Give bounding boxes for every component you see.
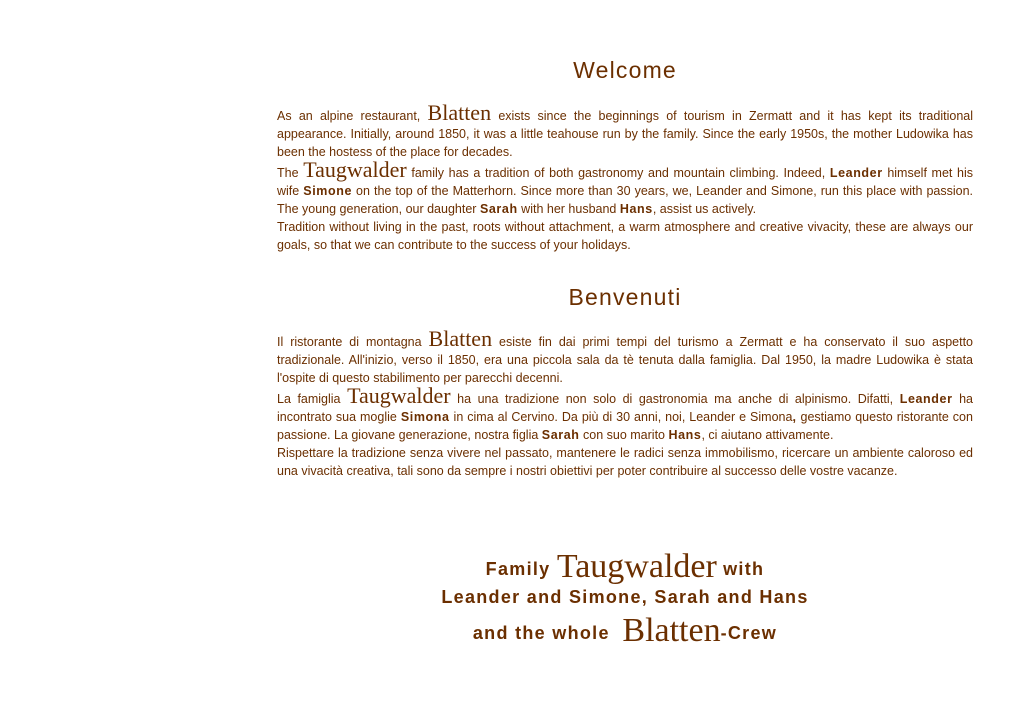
text-run: ,: [792, 410, 797, 424]
closing-line-3: [277, 608, 973, 654]
person-name: Sarah: [479, 202, 518, 216]
english-paragraph-3: Tradition without living in the past, roots without attachment, a warm atmosphere and creative vivacity, these are always our goals, so that we can contribute to the success of your holidays.: [277, 220, 973, 252]
text-run: with her husband: [521, 202, 617, 216]
welcome-heading: Welcome: [573, 57, 677, 83]
text-run: ha incontrato sua moglie: [277, 392, 973, 424]
person-name: Simone: [303, 184, 353, 198]
text-run: exists since the beginnings of tourism in Zermatt and it has kept its traditional appearance. Initially, around 1850, it was a little teahouse run by the family. Since the early 1950s, the mother Ludowika has been the hostess of the place for decades.: [277, 109, 973, 159]
closing-line-1: [277, 548, 973, 586]
text-run: Family: [485, 559, 551, 579]
person-name: Hans: [668, 428, 702, 442]
text-run: in cima al Cervino. Da più di 30 anni, noi, Leander e Simona: [453, 410, 793, 424]
text-run: gestiamo questo ristorante con passione. La giovane generazione, nostra figlia: [277, 410, 973, 442]
italian-paragraph-2: [277, 383, 973, 444]
restaurant-name: Blatten: [622, 612, 721, 649]
italian-intro-text: [277, 326, 973, 480]
person-name: Simona: [400, 410, 450, 424]
italian-paragraph-3: Rispettare la tradizione senza vivere nel passato, mantenere le radici senza immobilismo, ricercare un ambiente caloroso ed una vivacità creativa, tali sono da sempre i nostri obiettivi per poter contribuire al successo delle vostre vacanze.: [277, 446, 973, 478]
person-name: Leander: [829, 166, 883, 180]
text-run: , assist us actively.: [652, 202, 757, 216]
text-run: esiste fin dai primi tempi del turismo a Zermatt e ha conservato il suo aspetto tradizionale. All'inizio, verso il 1850, era una piccola sala da tè tenuta dalla famiglia. Dal 1950, la madre Ludowika è stata l'ospite di questo stabilimento per parecchi decenni.: [277, 335, 973, 385]
family-name: Taugwalder: [556, 548, 717, 585]
text-run: As an alpine restaurant,: [277, 109, 421, 123]
text-run: The: [277, 166, 299, 180]
text-run: himself met his wife: [277, 166, 973, 198]
closing-line-2: Leander and Simone, Sarah and Hans: [441, 587, 809, 607]
text-run: con suo marito: [583, 428, 665, 442]
english-intro-text: [277, 100, 973, 254]
text-run: -Crew: [720, 623, 778, 643]
person-name: Sarah: [541, 428, 580, 442]
english-paragraph-2: [277, 157, 973, 218]
person-name: Hans: [619, 202, 653, 216]
english-paragraph-1: [277, 100, 973, 161]
text-run: family has a tradition of both gastronomy and mountain climbing. Indeed,: [411, 166, 826, 180]
family-name: Taugwalder: [347, 383, 451, 408]
text-run: and the whole: [472, 623, 610, 643]
restaurant-name: Blatten: [428, 326, 493, 351]
benvenuti-heading: Benvenuti: [568, 284, 682, 310]
text-run: on the top of the Matterhorn. Since more than 30 years, we, Leander and Simone, run this place with passion. The young generation, our daughter: [277, 184, 973, 216]
family-name: Taugwalder: [303, 157, 407, 182]
person-name: Leander: [899, 392, 953, 406]
closing-signature: [277, 548, 973, 654]
text-run: with: [723, 559, 765, 579]
text-run: La famiglia: [277, 392, 341, 406]
restaurant-name: Blatten: [427, 100, 492, 125]
text-run: , ci aiutano attivamente.: [701, 428, 834, 442]
italian-paragraph-1: [277, 326, 973, 387]
text-run: ha una tradizione non solo di gastronomia ma anche di alpinismo. Difatti,: [457, 392, 894, 406]
text-run: Il ristorante di montagna: [277, 335, 422, 349]
